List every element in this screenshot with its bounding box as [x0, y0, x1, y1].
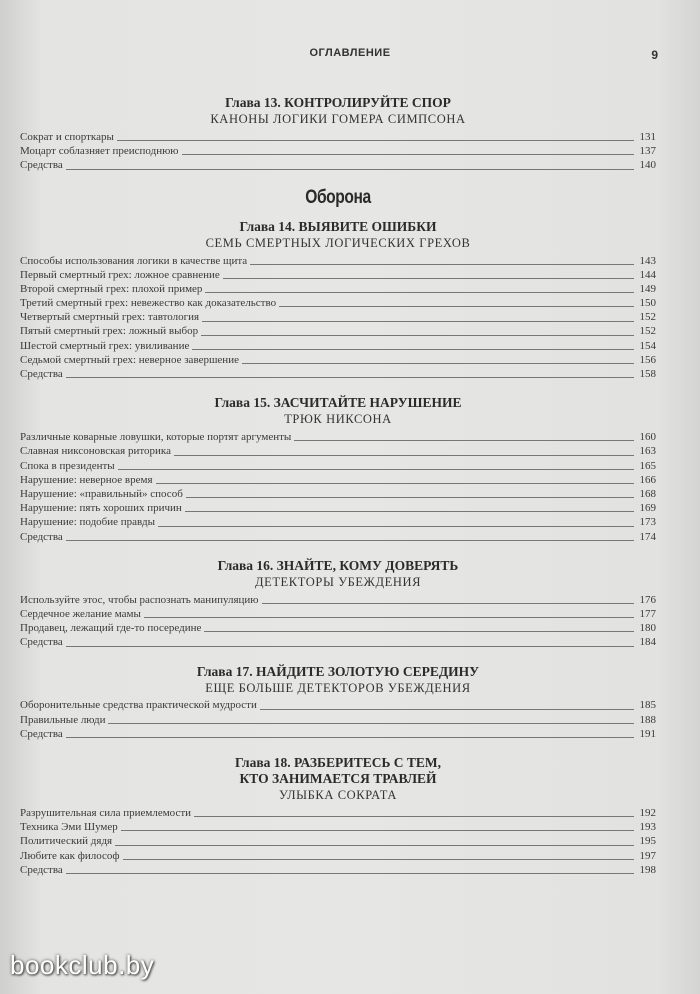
toc-entry: [20, 699, 656, 713]
toc-entry: [20, 367, 656, 381]
chapter-title: Глава 14. ВЫЯВИТЕ ОШИБКИ: [239, 218, 437, 234]
toc-entry-label: Средства: [20, 368, 63, 381]
leader-line: [260, 709, 634, 710]
toc-entry-label: Правильные люди: [20, 713, 106, 726]
toc-entry-page: 192: [639, 807, 656, 820]
toc-entry-page: 158: [639, 368, 656, 381]
watermark-logo: bookclub.by: [10, 950, 155, 980]
leader-line: [66, 540, 634, 541]
toc-entry-label: Средства: [20, 530, 63, 543]
toc-entry: [20, 430, 656, 444]
leader-line: [250, 264, 634, 265]
toc-entry-label: Нарушение: подобие правды: [20, 516, 155, 529]
toc-entry-label: Продавец, лежащий где-то посередине: [20, 622, 202, 635]
chapter-title-line-1: Глава 18. РАЗБЕРИТЕСЬ С ТЕМ,: [234, 755, 442, 771]
toc-entry: [20, 158, 656, 172]
toc-entry-label: Пятый смертный грех: ложный выбор: [20, 325, 199, 338]
toc-entry-label: Средства: [20, 863, 63, 876]
chapter-subtitle: ЕЩЕ БОЛЬШЕ ДЕТЕКТОРОВ УБЕЖДЕНИЯ: [205, 680, 471, 695]
toc-entry-label: Нарушение: неверное время: [20, 473, 153, 486]
toc-entry-label: Спока в президенты: [20, 459, 115, 472]
toc-entry-label: Различные коварные ловушки, которые портят аргументы: [20, 431, 292, 444]
toc-entry-page: 156: [639, 353, 656, 366]
leader-line: [66, 377, 634, 378]
toc-entry: [20, 254, 656, 268]
toc-entry-page: 143: [639, 254, 656, 267]
leader-line: [66, 873, 634, 874]
toc-entry: [20, 515, 656, 529]
toc-entry: [20, 325, 656, 339]
entry-list: [20, 593, 656, 650]
toc-entry-page: 165: [639, 459, 656, 472]
toc-entry-label: Сердечное желание мамы: [20, 607, 141, 620]
toc-entry: [20, 473, 656, 487]
toc-entry-label: Любите как философ: [20, 849, 120, 862]
toc-entry: [20, 593, 656, 607]
toc-entry-label: Славная никсоновская риторика: [20, 445, 171, 458]
toc-entry: [20, 501, 656, 515]
toc-entry-page: 173: [639, 516, 656, 529]
toc-entry: [20, 849, 656, 863]
toc-entry: [20, 144, 656, 158]
table-of-contents: [20, 95, 656, 891]
toc-entry-page: 137: [639, 145, 656, 158]
toc-entry-label: Средства: [20, 636, 63, 649]
leader-line: [118, 469, 634, 470]
leader-line: [174, 455, 634, 456]
toc-entry-label: Техника Эми Шумер: [20, 821, 118, 834]
chapter-title: Глава 16. ЗНАЙТЕ, КОМУ ДОВЕРЯТЬ: [217, 557, 459, 573]
entry-list: [20, 806, 656, 877]
chapter-subtitle: ДЕТЕКТОРЫ УБЕЖДЕНИЯ: [254, 574, 422, 589]
toc-entry-page: 193: [639, 821, 656, 834]
toc-entry: [20, 444, 656, 458]
chapter-title: Глава 17. НАЙДИТЕ ЗОЛОТУЮ СЕРЕДИНУ: [196, 663, 480, 679]
toc-entry-page: 169: [639, 502, 656, 515]
toc-entry-label: Второй смертный грех: плохой пример: [20, 282, 203, 295]
toc-entry: [20, 621, 656, 635]
entry-list: [20, 430, 656, 544]
toc-entry: [20, 820, 656, 834]
toc-entry-page: 188: [639, 713, 656, 726]
toc-entry-label: Моцарт соблазняет преисподнюю: [20, 145, 179, 158]
leader-line: [66, 646, 634, 647]
toc-entry-page: 180: [639, 622, 656, 635]
toc-entry-page: 152: [639, 311, 656, 324]
toc-entry-label: Оборонительные средства практической мудрости: [20, 699, 257, 712]
leader-line: [194, 816, 634, 817]
toc-entry: [20, 713, 656, 727]
chapter-subtitle: СЕМЬ СМЕРТНЫХ ЛОГИЧЕСКИХ ГРЕХОВ: [205, 235, 471, 250]
leader-line: [185, 511, 634, 512]
toc-entry: [20, 268, 656, 282]
leader-line: [144, 617, 634, 618]
toc-entry-label: Способы использования логики в качестве щита: [20, 254, 248, 267]
toc-entry-label: Шестой смертный грех: увиливание: [20, 339, 190, 352]
toc-entry: [20, 487, 656, 501]
toc-entry-page: 197: [639, 849, 656, 862]
chapter-subtitle: КАНОНЫ ЛОГИКИ ГОМЕРА СИМПСОНА: [210, 112, 466, 126]
leader-line: [108, 723, 634, 724]
toc-entry-label: Средства: [20, 159, 63, 172]
leader-line: [205, 292, 634, 293]
toc-entry: [20, 353, 656, 367]
leader-line: [156, 483, 634, 484]
toc-entry: [20, 607, 656, 621]
toc-entry-page: 131: [639, 130, 656, 143]
toc-entry: [20, 806, 656, 820]
toc-entry: [20, 130, 656, 144]
toc-entry-page: 174: [639, 530, 656, 543]
toc-entry-label: Нарушение: пять хороших причин: [20, 502, 182, 515]
chapter-subtitle: ТРЮК НИКСОНА: [284, 412, 392, 427]
toc-entry-page: 140: [639, 159, 656, 172]
entry-list: [20, 130, 656, 173]
toc-entry-page: 152: [639, 325, 656, 338]
leader-line: [202, 321, 634, 322]
toc-entry-label: Разрушительная сила приемлемости: [20, 807, 192, 820]
chapter-13: [20, 95, 656, 173]
section-title: Оборона: [305, 186, 371, 208]
toc-entry: [20, 727, 656, 741]
toc-entry: [20, 459, 656, 473]
toc-entry-page: 185: [639, 699, 656, 712]
toc-entry-page: 154: [639, 339, 656, 352]
toc-entry-label: Первый смертный грех: ложное сравнение: [20, 268, 220, 281]
toc-entry-page: 163: [639, 445, 656, 458]
chapter-title: Глава 15. ЗАСЧИТАЙТЕ НАРУШЕНИЕ: [214, 395, 462, 411]
toc-entry: [20, 282, 656, 296]
chapter-14: [20, 219, 656, 382]
toc-entry: [20, 310, 656, 324]
toc-entry: [20, 635, 656, 649]
toc-entry: [20, 339, 656, 353]
toc-entry: [20, 863, 656, 877]
leader-line: [192, 349, 634, 350]
leader-line: [66, 169, 634, 170]
leader-line: [117, 140, 634, 141]
toc-entry: [20, 834, 656, 848]
toc-entry-page: 198: [639, 863, 656, 876]
leader-line: [66, 737, 634, 738]
toc-entry-page: 191: [639, 727, 656, 740]
chapter-15: [20, 395, 656, 544]
chapter-17: [20, 664, 656, 742]
toc-entry-label: Используйте этос, чтобы распознать манипуляцию: [20, 593, 259, 606]
chapter-title-line-2: КТО ЗАНИМАЕТСЯ ТРАВЛЕЙ: [239, 771, 437, 787]
leader-line: [223, 278, 634, 279]
toc-entry-page: 166: [639, 473, 656, 486]
leader-line: [279, 306, 634, 307]
toc-entry-page: 149: [639, 282, 656, 295]
toc-entry-page: 177: [639, 607, 656, 620]
leader-line: [242, 363, 634, 364]
toc-entry-page: 160: [639, 431, 656, 444]
leader-line: [158, 526, 634, 527]
toc-entry-page: 184: [639, 636, 656, 649]
toc-entry-page: 144: [639, 268, 656, 281]
chapter-16: [20, 558, 656, 650]
toc-entry-page: 195: [639, 835, 656, 848]
toc-entry-label: Нарушение: «правильный» способ: [20, 487, 183, 500]
toc-entry-label: Третий смертный грех: невежество как доказательство: [20, 297, 277, 310]
toc-entry-page: 176: [639, 593, 656, 606]
entry-list: [20, 254, 656, 382]
leader-line: [294, 440, 634, 441]
chapter-subtitle: УЛЫБКА СОКРАТА: [279, 788, 397, 803]
toc-entry: [20, 530, 656, 544]
toc-entry-page: 150: [639, 297, 656, 310]
entry-list: [20, 699, 656, 742]
chapter-18: [20, 755, 656, 877]
chapter-title: Глава 13. КОНТРОЛИРУЙТЕ СПОР: [225, 95, 451, 110]
toc-entry-page: 168: [639, 487, 656, 500]
leader-line: [201, 335, 634, 336]
page-number: 9: [651, 48, 658, 62]
leader-line: [204, 631, 634, 632]
leader-line: [186, 497, 634, 498]
toc-entry-label: Политический дядя: [20, 835, 113, 848]
toc-entry-label: Средства: [20, 727, 63, 740]
leader-line: [262, 603, 634, 604]
toc-entry-label: Седьмой смертный грех: неверное завершение: [20, 353, 239, 366]
toc-entry-label: Сократ и спорткары: [20, 130, 114, 143]
toc-entry-label: Четвертый смертный грех: тавтология: [20, 311, 200, 324]
running-head: ОГЛАВЛЕНИЕ: [309, 47, 391, 59]
leader-line: [182, 154, 634, 155]
leader-line: [115, 845, 634, 846]
toc-entry: [20, 296, 656, 310]
leader-line: [121, 830, 634, 831]
leader-line: [123, 859, 634, 860]
